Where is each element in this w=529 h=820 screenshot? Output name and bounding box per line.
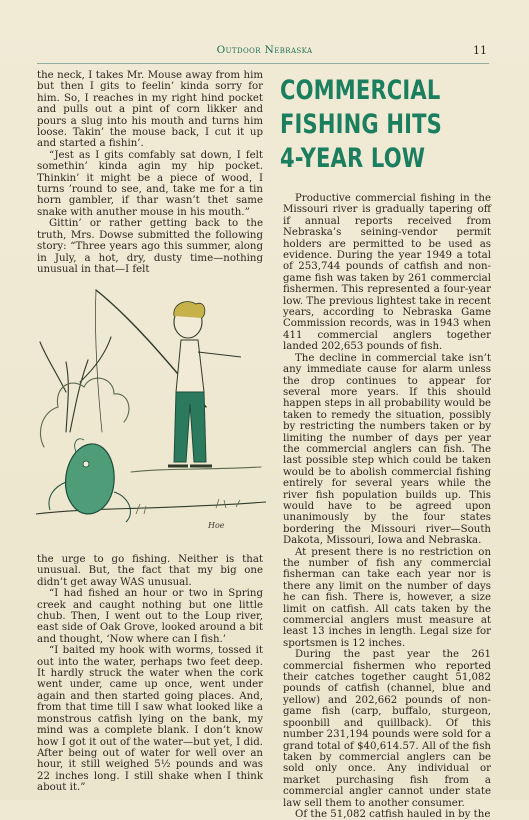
headline-line: 4-YEAR LOW (280, 143, 426, 174)
right-column (283, 193, 491, 820)
header-rule (37, 63, 489, 64)
catfish-figure (49, 439, 131, 522)
paragraph: During the past year the 261 commercial fishermen who reported their catches together caught 51,082 pounds of catfish (channel, blue and yellow) and 202,662 pounds of non-game fish (carp, buffalo, sturgeon, spoonbill and quillback). Of this number 231,194 pounds were sold for a grand total of $40,614.57. All of the fish taken by commercial anglers can be sold only once. Any individual or market purchasing fish from a commercial angler cannot under state law sell them to another consumer. (283, 649, 491, 809)
paragraph: Gittin’ or rather getting back to the truth, Mrs. Dowse submitted the following story: “Three years ago this summer, along in July, a hot, dry, dusty time—nothing unusual in that—I felt (37, 218, 263, 275)
paragraph: the neck, I takes Mr. Mouse away from him but then I gits to feelin’ kinda sorry for him. So, I reaches in my right hind pocket and pulls out a pint of corn likker and pours a slug into his mouth and turns him loose. Takin’ the mouse back, I cut it up and started a fishin’. (37, 70, 263, 150)
headline-line: COMMERCIAL (280, 75, 441, 106)
headline-line: FISHING HITS (280, 109, 442, 140)
paragraph: Of the 51,082 catfish hauled in by the (295, 808, 491, 820)
illustrator-signature: Hoe (208, 521, 225, 530)
running-title: Outdoor Nebraska (216, 44, 313, 56)
paragraph: “I baited my hook with worms, tossed it out into the water, perhaps two feet deep. It hardly struck the water when the cork went under, came up once, went under again and then started going places. And, from that time till I saw what looked like a monstrous catfish lying on the bank, my mind was a complete blank. I don’t know how I got it out of the water—but yet, I did. After being out of water for well over an hour, it still weighed 5½ pounds and was 22 inches long. I still shake when I think about it.” (37, 645, 263, 794)
bank-line (131, 467, 261, 472)
woman-figure (168, 302, 241, 466)
page-number: 11 (473, 44, 487, 57)
left-column-top (37, 70, 263, 275)
left-column-bottom (37, 554, 263, 794)
paragraph: At present there is no restriction on the number of fish any commercial fisherman can take each year nor is there any limit on the number of days he can fish. There is, however, a size limit on catfish. All cats taken by the commercial anglers must measure at least 13 inches in length. Legal size for sportsmen is 12 inches. (283, 546, 491, 649)
paragraph: Productive commercial fishing in the Missouri river is gradually tapering off if annual reports received from Nebraska’s seining-vendor permit holders are permitted to be used as evidence. During the year 1949 a total of 253,744 pounds of catfish and non-game fish was taken by 261 commercial fishermen. This represented a four-year low. The previous lightest take in recent years, according to Nebraska Game Commission records, was in 1943 when 411 commercial anglers together landed 202,653 pounds of fish. (283, 193, 491, 353)
paragraph: “I had fished an hour or two in Spring creek and caught nothing but one little chub. Then, I went out to the Loup river, east side of Oak Grove, looked around a bit and thought, ‘Now where can I fish.’ (37, 588, 263, 645)
paragraph: “Jest as I gits comfably sat down, I felt somethin’ kinda agin my hip pocket. Thinkin’ it might be a piece of wood, I turns ’round to see, and, take me for a tin horn gambler, if thar wasn’t thet same snake with anuther mouse in his mouth.” (37, 149, 263, 218)
ground-line (36, 502, 266, 514)
bush-outline (40, 378, 128, 447)
article-headline (280, 74, 448, 176)
paragraph: the urge to go fishing. Neither is that unusual. But, the fact that my big one didn’t get away WAS unusual. (37, 554, 263, 588)
fishing-cartoon-illustration (36, 282, 266, 548)
paragraph: The decline in commercial take isn’t any immediate cause for alarm unless the drop continues to appear for several more years. If this should happen steps in all probability would be taken to remedy the situation, possibly by restricting the numbers taken or by limiting the number of days per year the commercial anglers can fish. The last possible step which could be taken would be to abolish commercial fishing entirely for several years while the river fish population builds up. This would have to be agreed upon unanimously by the four states bordering the Missouri river—South Dakota, Missouri, Iowa and Nebraska. (283, 352, 491, 547)
